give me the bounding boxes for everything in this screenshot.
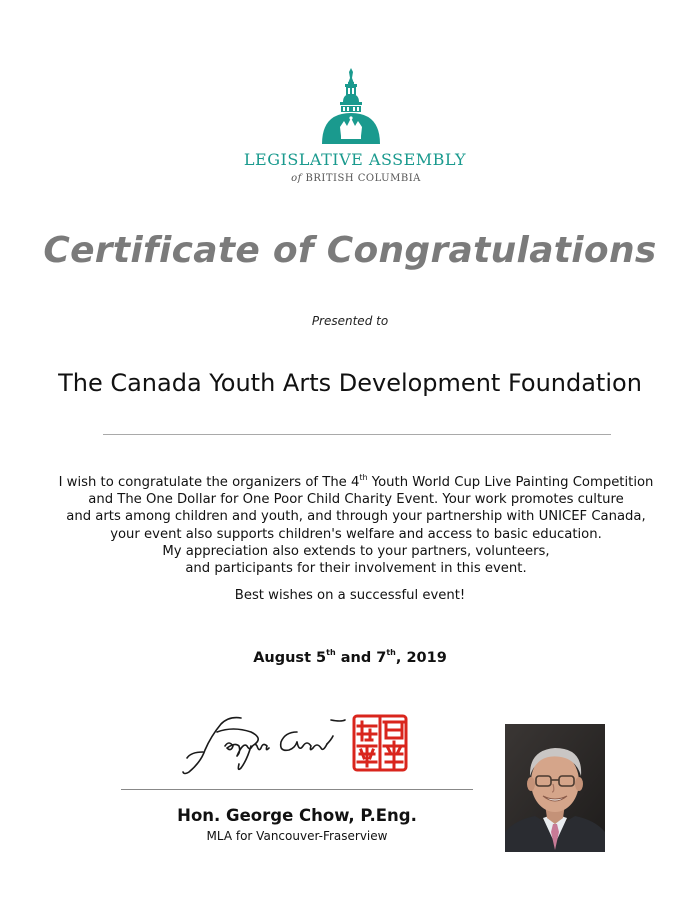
signature (181, 712, 349, 776)
message-line-6: and participants for their involvement in this event. (185, 561, 527, 577)
message-line-2: and The One Dollar for One Poor Child Charity Event. Your work promotes culture (88, 492, 624, 508)
org-name: LEGISLATIVE ASSEMBLY (243, 150, 467, 169)
seal-stamp-icon (352, 714, 408, 772)
congratulation-message (0, 474, 700, 577)
org-subtitle-rest: BRITISH COLUMBIA (305, 173, 421, 184)
message-line-1-post: Youth World Cup Live Painting Competition (367, 475, 654, 490)
signer-title: MLA for Vancouver-Fraserview (206, 829, 388, 843)
signature-line (121, 789, 473, 790)
message-line-4: your event also supports children's welfare and access to basic education. (110, 526, 602, 542)
message-line-1 (0, 474, 700, 491)
message-line-1-sup: th (359, 472, 368, 482)
date-sup-2: th (386, 648, 396, 658)
event-date (0, 650, 700, 666)
message-line-1-pre: I wish to congratulate the organizers of The 4 (58, 475, 360, 490)
message-line-5: My appreciation also extends to your partners, volunteers, (162, 543, 550, 559)
recipient-divider (103, 434, 611, 435)
org-subtitle (0, 173, 700, 184)
certificate-title: Certificate of Congratulations (43, 230, 657, 271)
recipient-name: The Canada Youth Arts Development Foundation (58, 369, 642, 397)
message-line-3: and arts among children and youth, and through your partnership with UNICEF Canada, (66, 509, 646, 525)
org-subtitle-of: of (291, 173, 302, 184)
date-part-1: August 5 (253, 650, 327, 666)
legislative-assembly-logo (318, 66, 384, 146)
signer-portrait (505, 724, 605, 852)
best-wishes: Best wishes on a successful event! (234, 588, 466, 603)
presented-to-label: Presented to (311, 314, 389, 328)
date-part-2: and 7 (335, 650, 387, 666)
date-sup-1: th (326, 648, 336, 658)
date-part-3: , 2019 (395, 650, 447, 666)
signer-name: Hon. George Chow, P.Eng. (177, 806, 417, 825)
